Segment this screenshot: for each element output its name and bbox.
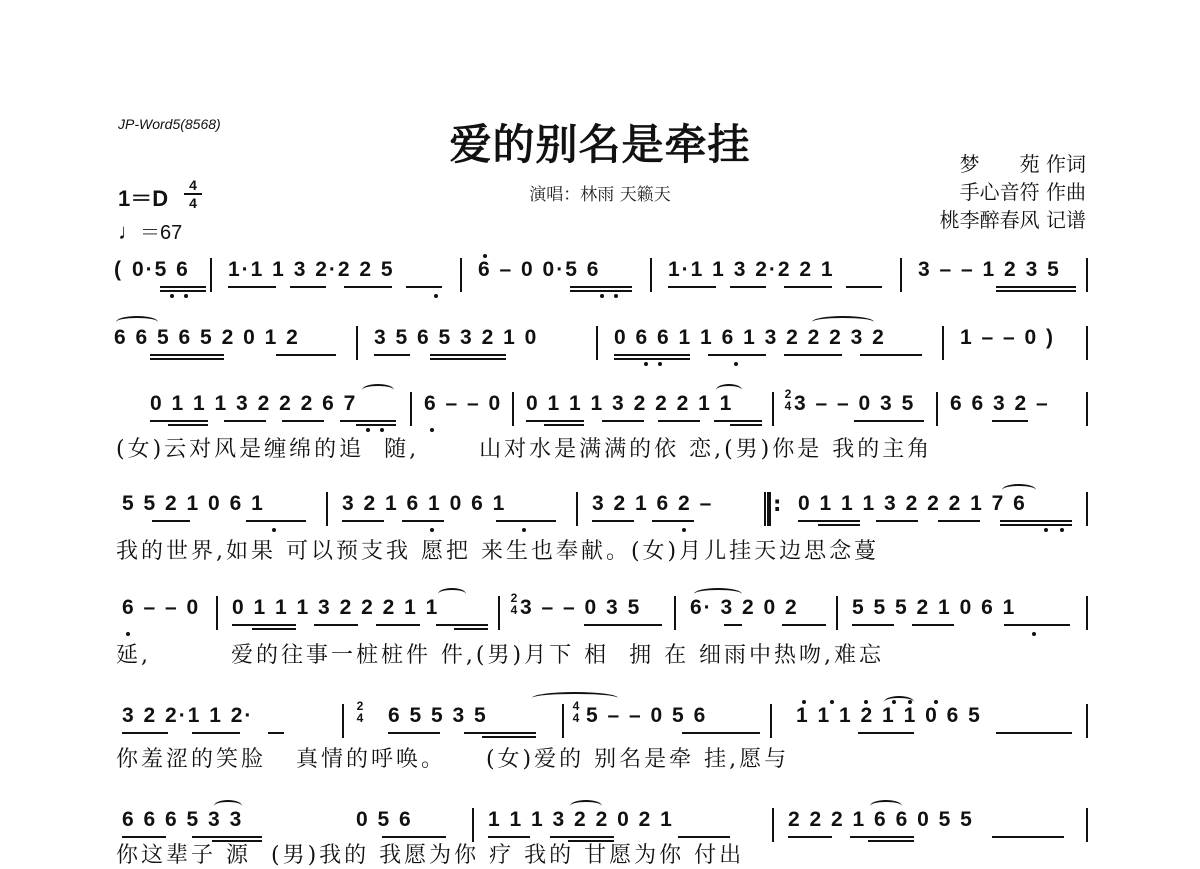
open-paren: ( (114, 258, 123, 281)
lyric-line-4: 你羞涩的笑脸 真情的呼唤。 (女)爱的 别名是牵 挂,愿与 (116, 747, 790, 772)
notation-row-7 (112, 808, 1090, 842)
time-change-2-4: 2 4 (510, 591, 518, 617)
notation-row-2 (112, 326, 1090, 360)
key-signature: 1＝D (118, 186, 169, 211)
lyric-line-2: 我的世界,如果 可以预支我 愿把 来生也奉献。(女)月儿挂天边思念蔓 (116, 539, 880, 564)
notes: 3 – – 1 2 3 5 (918, 258, 1061, 281)
notes: 6 6 6 5 3 3 (122, 808, 244, 831)
notes: 6 6 3 2 – (950, 392, 1050, 415)
time-change-2-4: 2 4 (784, 387, 792, 413)
notes: 6 – 0 0·5 6 (478, 258, 601, 281)
time-change-4-4: 4 4 (572, 699, 580, 725)
lyric-line-1: (女)云对风是缠绵的追 随, 山对水是满满的依 恋,(男)你是 我的主角 (116, 437, 933, 462)
notes: 0 6 6 1 1 6 1 3 2 2 2 3 2 (614, 326, 886, 349)
notes: 0·5 6 (132, 258, 190, 281)
notation-row-3 (112, 387, 1090, 426)
lyric-line-5: 你这辈子 源 (男)我的 我愿为你 疗 我的 甘愿为你 付出 (116, 843, 745, 868)
quarter-note-icon: ♩ (118, 219, 140, 244)
time-change-2-4: 2 4 (356, 699, 364, 725)
notes: 3 2 1 6 2 – (592, 492, 714, 515)
software-label: JP-Word5(8568) (118, 116, 221, 132)
lyric-line-3: 延, 爱的往事一桩桩件 件,(男)月下 相 拥 在 细雨中热吻,难忘 (116, 643, 885, 668)
notes: 5 5 2 1 0 6 1 (122, 492, 265, 515)
notes: 0 1 1 1 3 2 2 2 6 7 (150, 392, 358, 415)
notes: 3 2 2·1 1 2· (122, 704, 254, 727)
notes: 6 6 5 6 5 2 0 1 2 (114, 326, 300, 349)
notation-row-6 (112, 699, 1090, 738)
composer-credit: 手心音符 作曲 (959, 180, 1086, 204)
singer-line: 演唱：林雨 天籁天 (529, 185, 671, 205)
notes: 1 1 1 2 1 1 0 6 5 (796, 704, 982, 727)
notes: 6· 3 2 0 2 (690, 596, 799, 619)
time-signature: 4 4 (184, 178, 202, 210)
notes: 0 5 6 (356, 808, 413, 831)
notes: 2 2 2 1 6 6 0 5 5 (788, 808, 974, 831)
notation-row-1 (112, 258, 1090, 292)
notes: 1 1 1 3 2 2 0 2 1 (488, 808, 674, 831)
tempo-marking: ♩＝67 (118, 219, 183, 244)
notes: 1·1 1 3 2·2 2 5 (228, 258, 395, 281)
transcriber-credit: 桃李醉春风 记谱 (939, 208, 1086, 232)
notes: 5 – – 0 5 6 (586, 704, 708, 727)
notation-row-4 (112, 492, 1090, 526)
song-title: 爱的别名是牵挂 (449, 120, 751, 169)
notes: 6 – – 0 (424, 392, 503, 415)
notes: 0 1 1 1 3 2 2 2 1 7 6 (798, 492, 1027, 515)
notation-row-5 (112, 591, 1090, 630)
notes: 3 – – 0 3 5 (520, 596, 642, 619)
notes: 5 5 5 2 1 0 6 1 (852, 596, 1017, 619)
notes: 3 5 6 5 3 2 1 0 (374, 326, 539, 349)
notes: 1·1 1 3 2·2 2 1 (668, 258, 835, 281)
lyricist-credit: 梦 苑 作词 (959, 152, 1086, 176)
notes: 0 1 1 1 3 2 2 2 1 1 (526, 392, 734, 415)
notes: 0 1 1 1 3 2 2 2 1 1 (232, 596, 440, 619)
notes: 1 – – 0 ) (960, 326, 1056, 349)
repeat-sign: : (773, 492, 782, 516)
notes: 3 – – 0 3 5 (794, 392, 916, 415)
notes: 6 – – 0 (122, 596, 201, 619)
notes: 6 5 5 3 5 (388, 704, 488, 727)
notes: 3 2 1 6 1 0 6 1 (342, 492, 507, 515)
